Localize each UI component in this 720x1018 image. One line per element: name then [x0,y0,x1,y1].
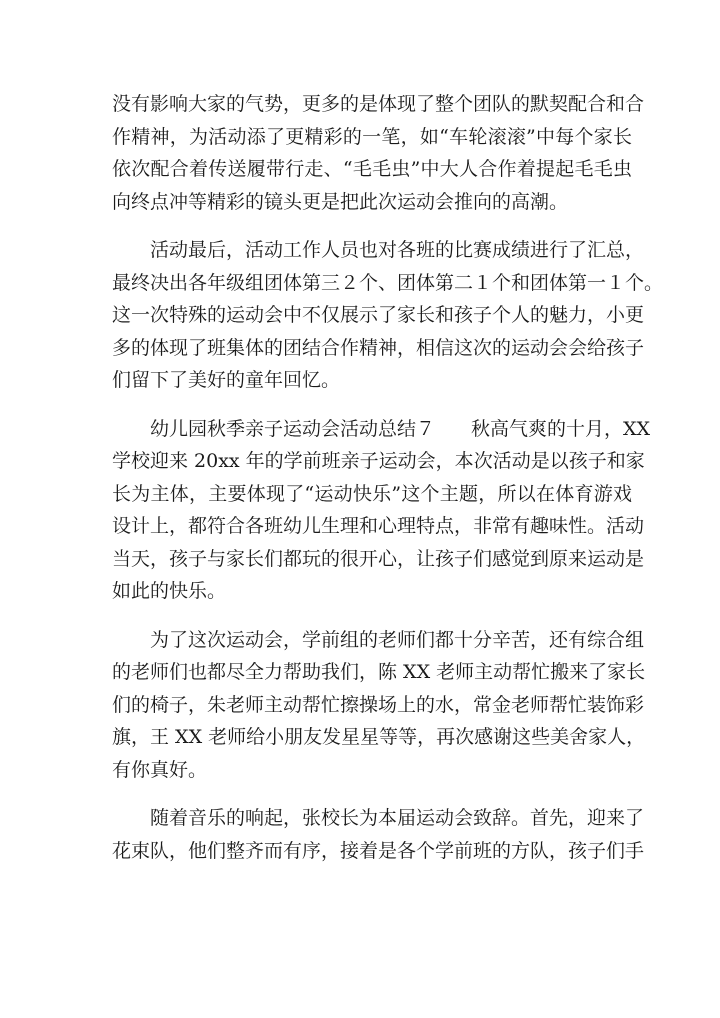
text-line: 的老师们也都尽全力帮助我们，陈 XX 老师主动帮忙搬来了家长 [112,661,646,683]
text-line: 如此的快乐。 [112,580,227,602]
document-body [112,88,664,883]
text-line: 花束队，他们整齐而有序，接着是各个学前班的方队，孩子们手 [112,839,645,862]
paragraph-3 [112,413,651,608]
text-line: 有你真好。 [112,758,208,781]
text-line: 这一次特殊的运动会中不仅展示了家长和孩子个人的魅力，小更 [112,304,645,326]
text-line: 多的体现了班集体的团结合作精神，相信这次的运动会会给孩子 [112,336,645,359]
text-line: 学校迎来 20xx 年的学前班亲子运动会，本次活动是以孩子和家 [112,450,645,472]
section-title: 幼儿园秋季亲子运动会活动总结７ [150,417,436,440]
text-line: 活动最后，活动工作人员也对各班的比赛成绩进行了汇总， [150,239,645,261]
text-line: 随着音乐的响起，张校长为本届运动会致辞。首先，迎来了 [150,807,645,829]
text-line: 当天，孩子与家长们都玩的很开心，让孩子们感觉到原来运动是 [112,547,645,570]
text-line: 最终决出各年级组团体第三２个、团体第二１个和团体第一１个。 [112,271,664,294]
text-line: 为了这次运动会，学前组的老师们都十分辛苦，还有综合组 [150,628,645,651]
text-line: 作精神，为活动添了更精彩的一笔，如“车轮滚滚”中每个家长 [112,125,632,148]
paragraph-2 [112,234,664,397]
text-line: 旗，王 XX 老师给小朋友发星星等等，再次感谢这些美舍家人， [112,726,646,748]
text-line: 向终点冲等精彩的镜头更是把此次运动会推向的高潮。 [112,190,569,213]
paragraph-5 [112,802,645,867]
paragraph-4 [112,624,646,787]
text-line: 们的椅子，朱老师主动帮忙擦操场上的水，常金老师帮忙装饰彩 [112,693,645,716]
text-line: 没有影响大家的气势，更多的是体现了整个团队的默契配合和合 [112,93,645,115]
text-line [112,413,651,446]
section-text-start: 秋高气爽的十月，XX [471,417,651,440]
paragraph-1 [112,88,645,218]
text-line: 们留下了美好的童年回忆。 [112,369,341,391]
text-line: 长为主体，主要体现了“运动快乐”这个主题，所以在体育游戏 [112,482,632,505]
text-line: 设计上，都符合各班幼儿生理和心理特点，非常有趣味性。活动 [112,515,645,537]
text-line: 依次配合着传送履带行走、“毛毛虫”中大人合作着提起毛毛虫 [112,158,632,180]
